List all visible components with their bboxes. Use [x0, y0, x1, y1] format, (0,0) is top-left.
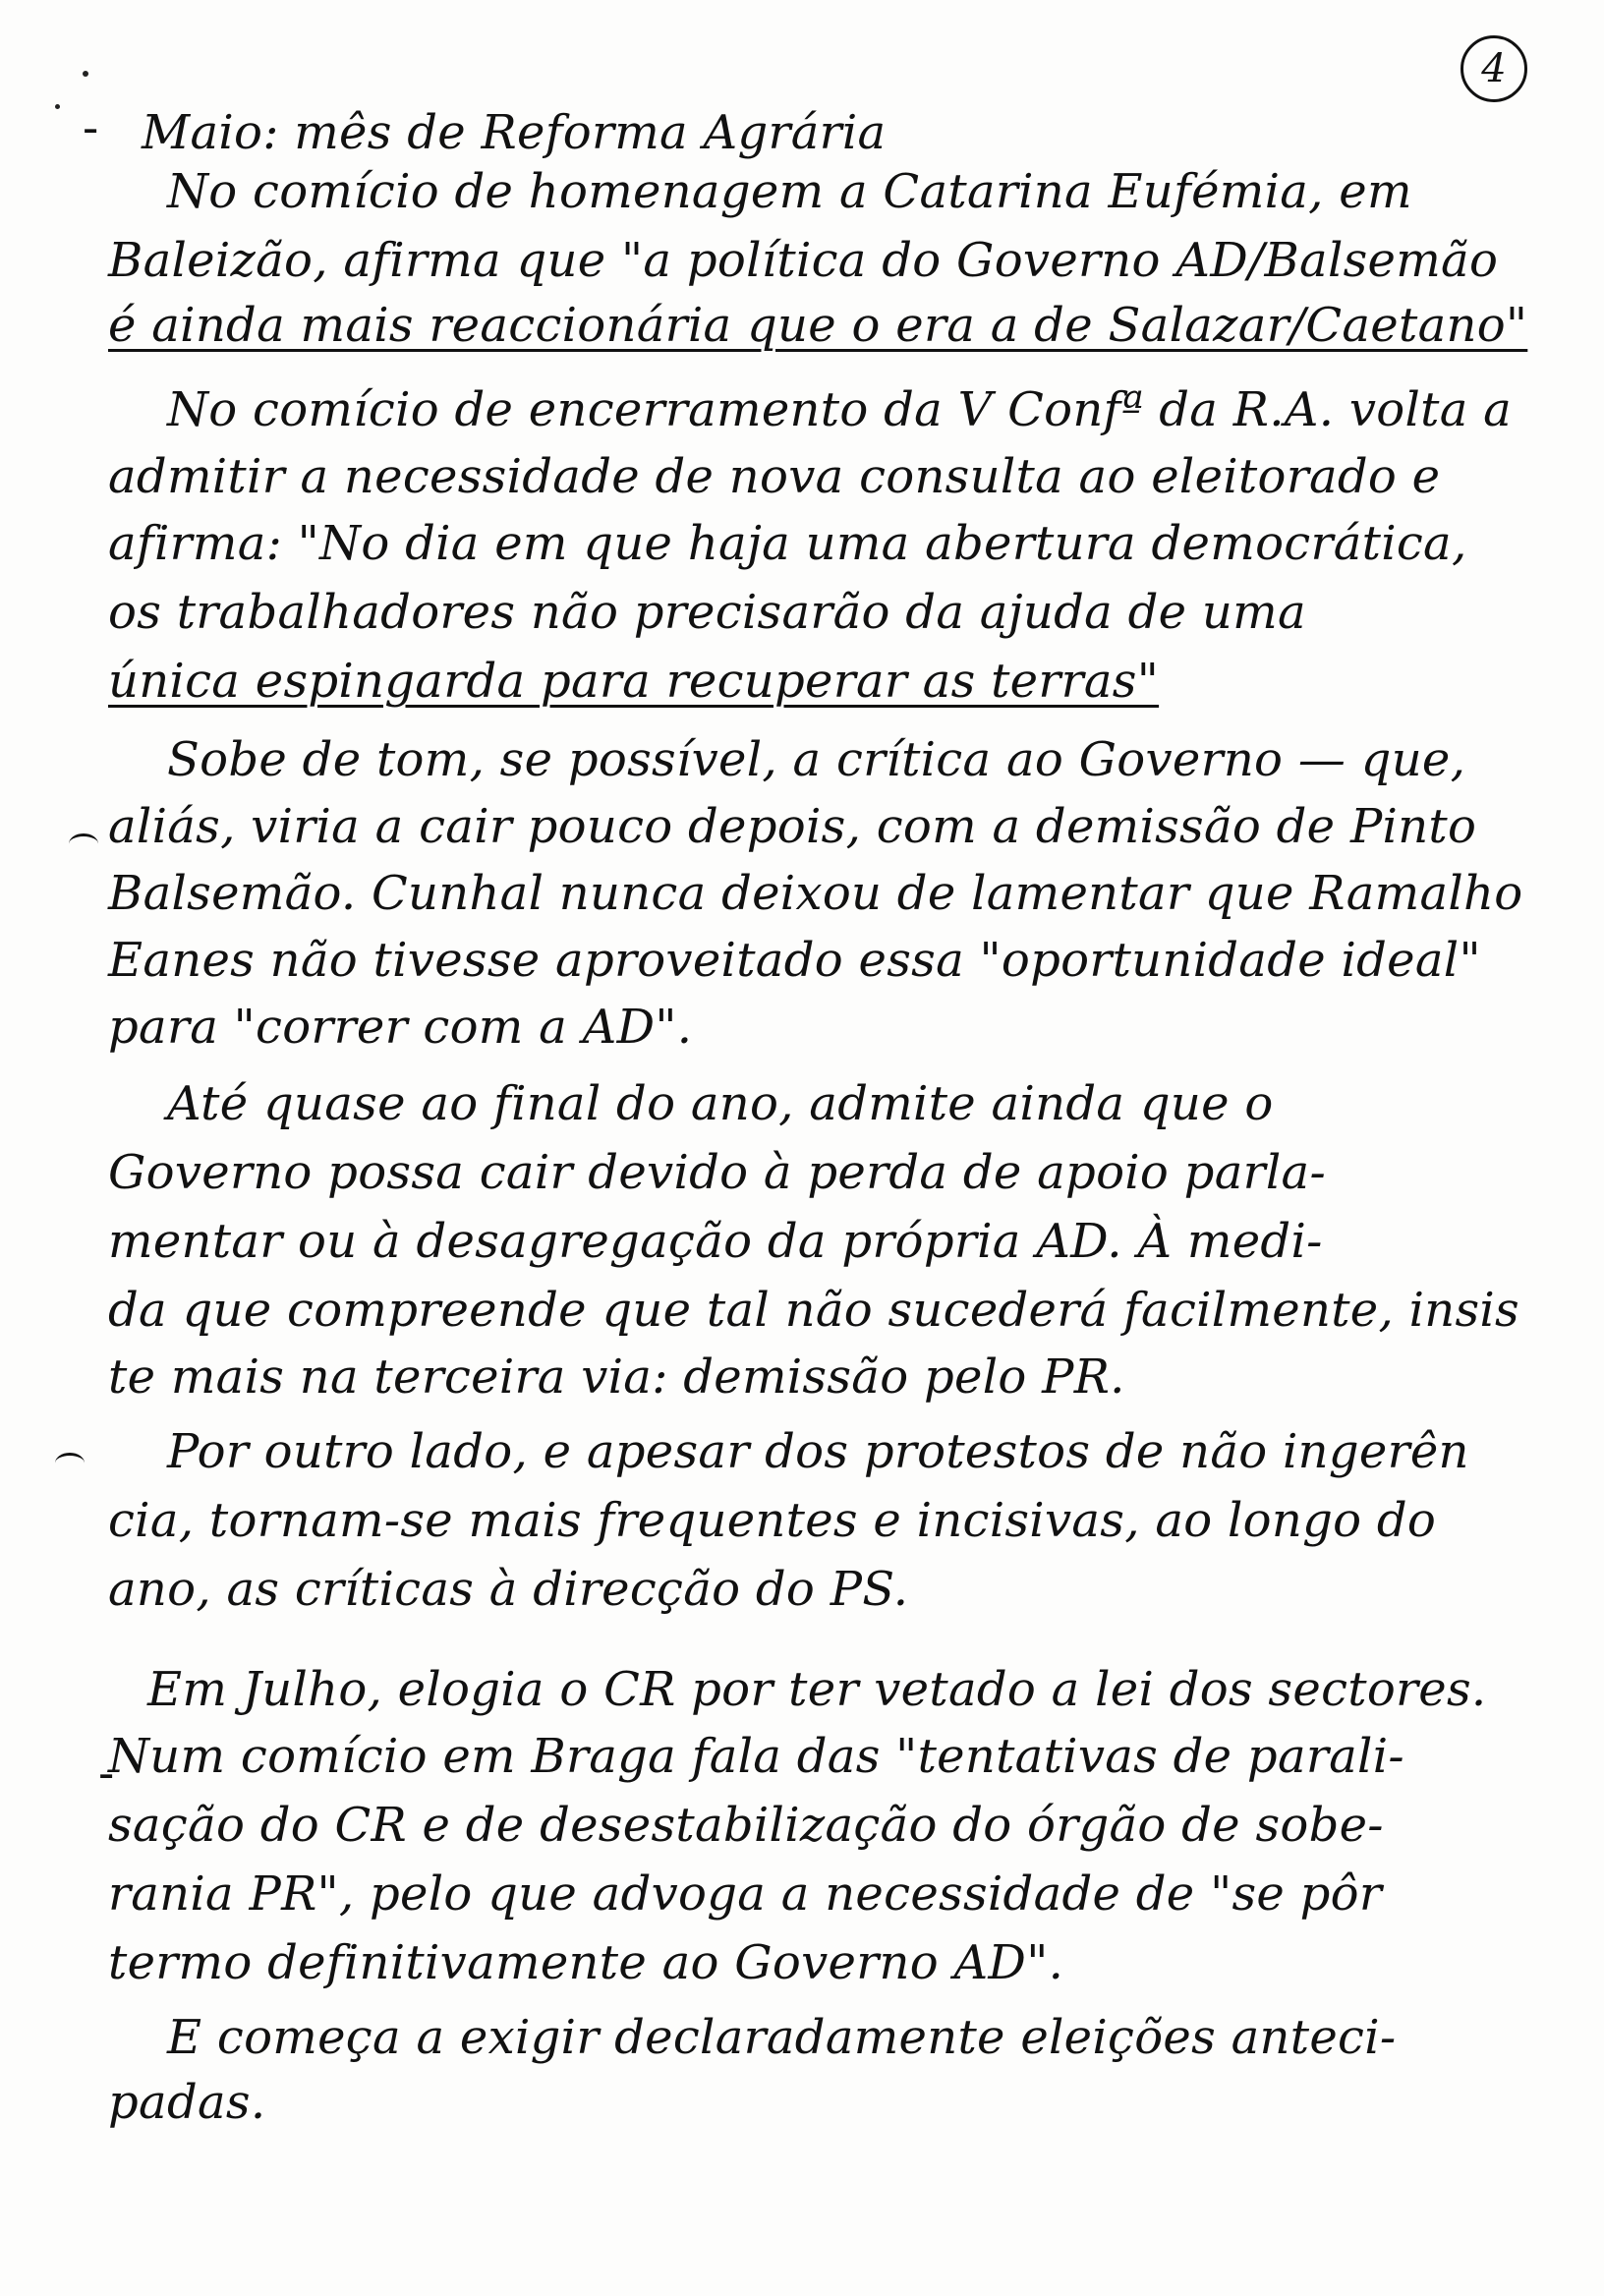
text-line: da que compreende que tal não sucederá facilmente, insis [108, 1283, 1519, 1338]
text-line: mentar ou à desagregação da própria AD. À medi- [108, 1214, 1323, 1269]
text-line: Balsemão. Cunhal nunca deixou de lamentar que Ramalho [108, 866, 1523, 921]
text-line: Maio: mês de Reforma Agrária [142, 105, 887, 160]
margin-mark [55, 1453, 85, 1473]
margin-mark [69, 833, 98, 854]
text-line: aliás, viria a cair pouco depois, com a demissão de Pinto [108, 799, 1477, 854]
text-line: afirma: "No dia em que haja uma abertura democrática, [108, 516, 1467, 571]
text-line: No comício de encerramento da V Confª da R.A. volta a [167, 382, 1513, 437]
text-line: Eanes não tivesse aproveitado essa "oportunidade ideal" [108, 933, 1481, 988]
text-line: rania PR", pelo que advoga a necessidade de "se pôr [108, 1866, 1383, 1922]
text-line: Em Julho, elogia o CR por ter vetado a lei dos sectores. [147, 1662, 1487, 1717]
text-line: te mais na terceira via: demissão pelo PR. [108, 1349, 1125, 1405]
text-line: para "correr com a AD". [108, 1000, 693, 1055]
text-line: ano, as críticas à direcção do PS. [108, 1562, 909, 1617]
dash-marker: - [83, 100, 99, 155]
ink-speck [55, 104, 60, 109]
text-line: cia, tornam-se mais frequentes e incisivas, ao longo do [108, 1493, 1437, 1548]
text-line: sação do CR e de desestabilização do órgão de sobe- [108, 1798, 1384, 1853]
text-line: Num comício em Braga fala das "tentativas de parali- [108, 1729, 1404, 1784]
handwritten-text [108, 102, 1563, 2133]
text-line: é ainda mais reaccionária que o era a de Salazar/Caetano" [108, 298, 1528, 353]
text-line: Governo possa cair devido à perda de apoio parla- [108, 1145, 1326, 1200]
text-line: termo definitivamente ao Governo AD". [108, 1935, 1064, 1990]
ink-speck [83, 71, 88, 77]
text-line: única espingarda para recuperar as terras" [108, 654, 1160, 709]
text-line: Baleizão, afirma que "a política do Governo AD/Balsemão [108, 233, 1499, 288]
text-line: os trabalhadores não precisarão da ajuda de uma [108, 585, 1306, 640]
text-line: E começa a exigir declaradamente eleições anteci- [167, 2010, 1397, 2065]
text-line: padas. [108, 2075, 266, 2130]
dash-marker: - [98, 1746, 115, 1801]
text-line: Por outro lado, e apesar dos protestos de não ingerên [167, 1424, 1469, 1479]
text-line: Até quase ao final do ano, admite ainda que o [167, 1076, 1274, 1131]
text-line: Sobe de tom, se possível, a crítica ao Governo — que, [167, 732, 1466, 787]
page-number-text: 4 [1481, 46, 1507, 91]
text-line: No comício de homenagem a Catarina Eufémia, em [167, 164, 1412, 219]
text-line: admitir a necessidade de nova consulta ao eleitorado e [108, 449, 1441, 504]
page-number [1461, 35, 1527, 102]
